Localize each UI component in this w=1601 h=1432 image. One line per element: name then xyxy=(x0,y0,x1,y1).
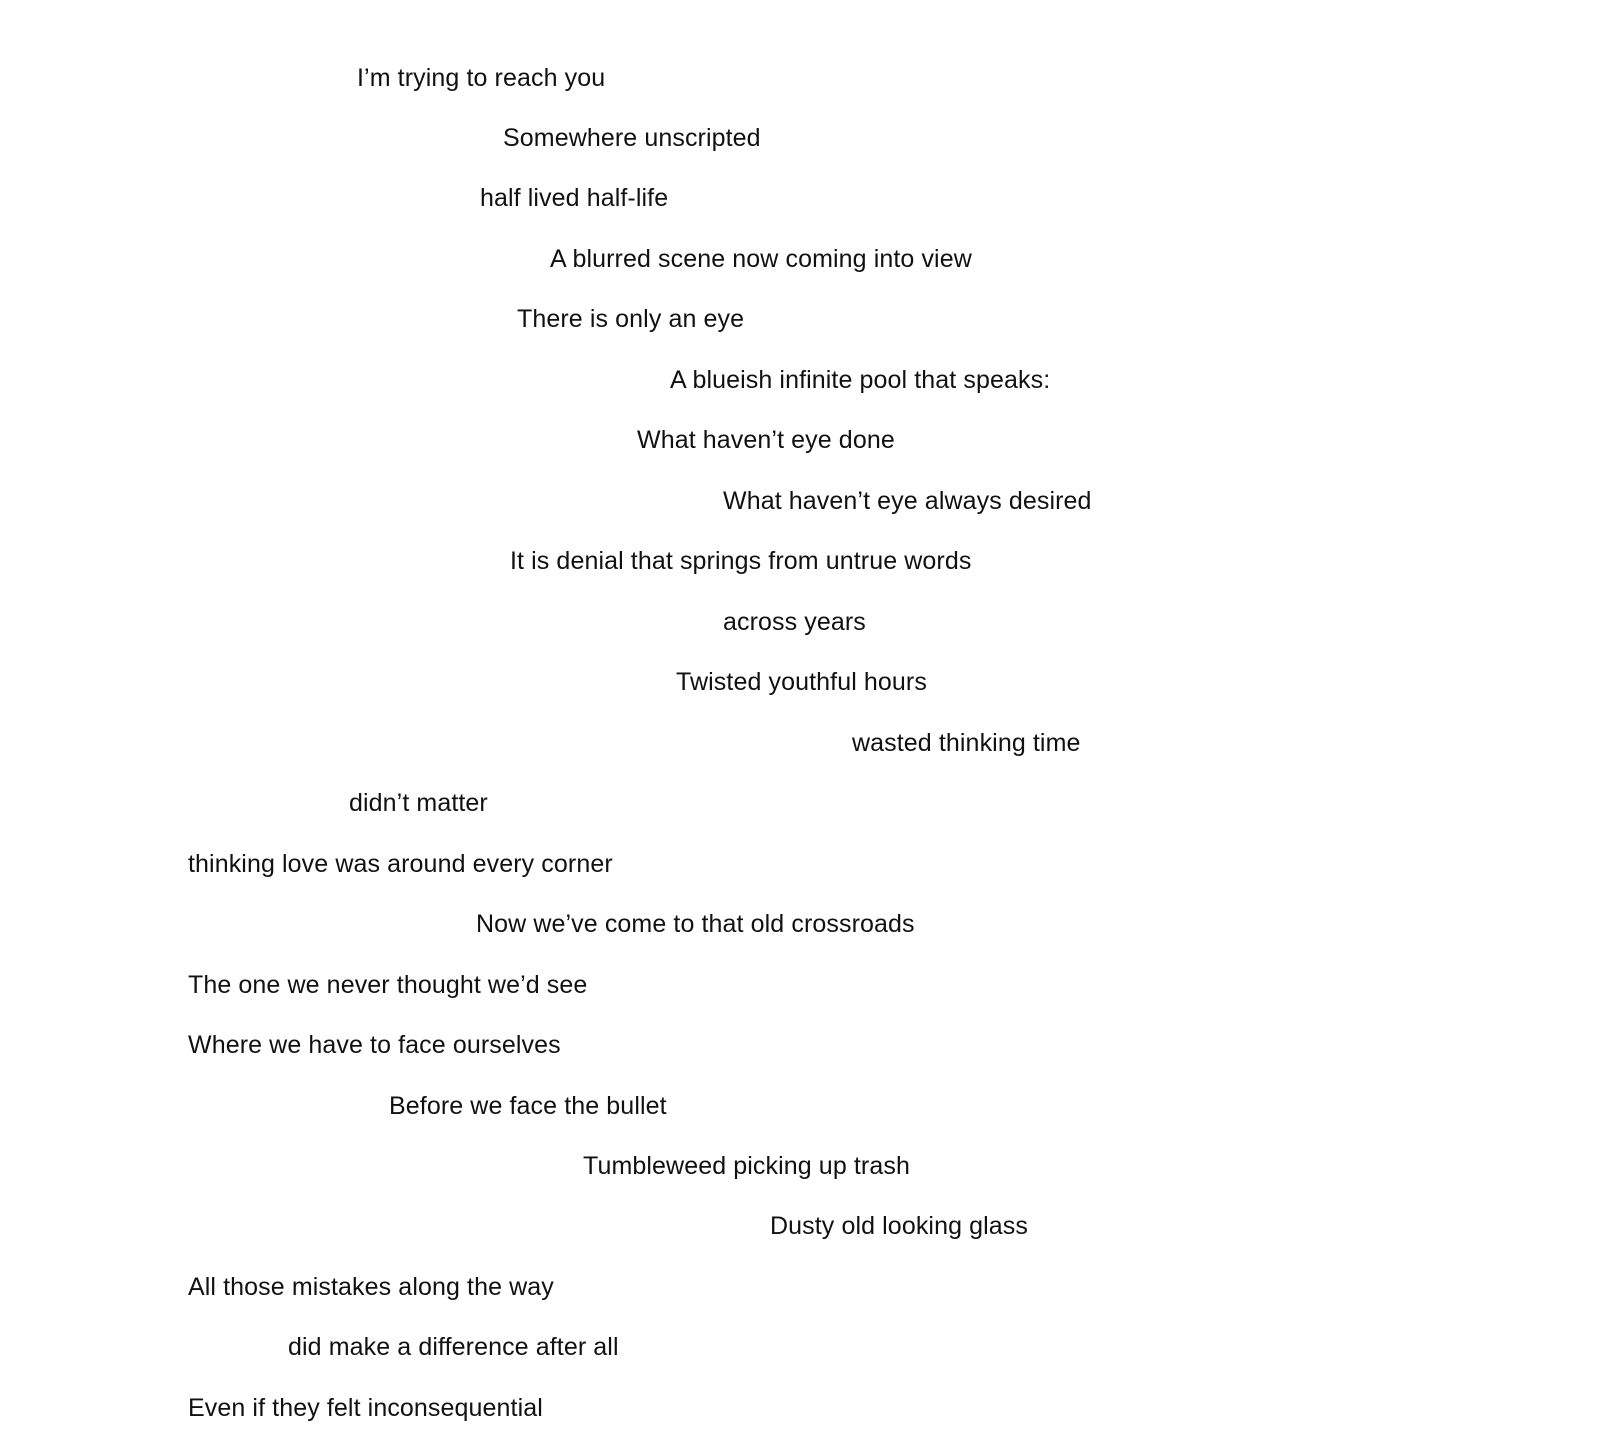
poem-line: Before we face the bullet xyxy=(389,1092,667,1120)
poem-line: Somewhere unscripted xyxy=(503,124,761,152)
poem-line: I’m trying to reach you xyxy=(357,64,606,92)
poem-line: thinking love was around every corner xyxy=(188,850,613,878)
poem-line: The one we never thought we’d see xyxy=(188,971,588,999)
poem-line: A blueish infinite pool that speaks: xyxy=(670,366,1051,394)
poem-line: across years xyxy=(723,608,866,636)
poem-line: half lived half-life xyxy=(480,184,669,212)
poem-line: There is only an eye xyxy=(517,305,745,333)
poem-line: didn’t matter xyxy=(349,789,488,817)
poem-line: Tumbleweed picking up trash xyxy=(583,1152,910,1180)
poem-line: A blurred scene now coming into view xyxy=(550,245,972,273)
poem-line: What haven’t eye done xyxy=(637,426,895,454)
poem-line: It is denial that springs from untrue words xyxy=(510,547,972,575)
poem-line: did make a difference after all xyxy=(288,1333,619,1361)
poem-line: What haven’t eye always desired xyxy=(723,487,1092,515)
poem-line: Dusty old looking glass xyxy=(770,1212,1028,1240)
poem-line: Now we’ve come to that old crossroads xyxy=(476,910,915,938)
poem-line: Twisted youthful hours xyxy=(676,668,927,696)
poem-line: All those mistakes along the way xyxy=(188,1273,554,1301)
poem-line: Even if they felt inconsequential xyxy=(188,1394,543,1422)
poem-line: Where we have to face ourselves xyxy=(188,1031,561,1059)
poem-line: wasted thinking time xyxy=(852,729,1081,757)
